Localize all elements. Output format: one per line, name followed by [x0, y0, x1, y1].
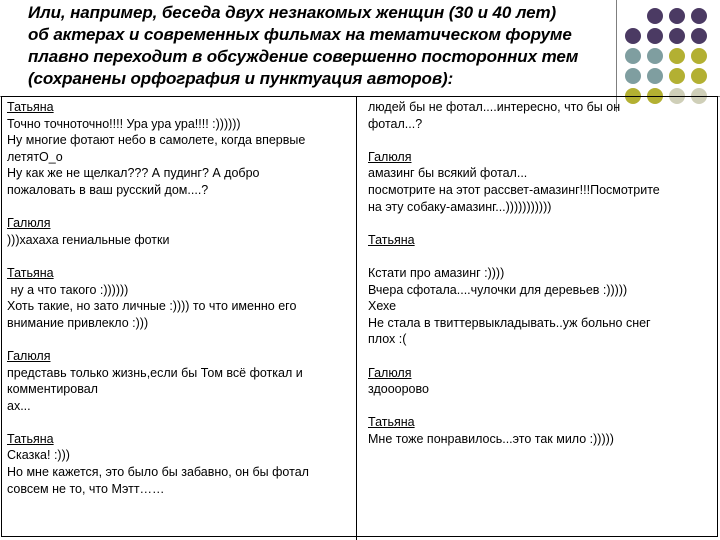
message-block: [7, 215, 351, 248]
message-block: [368, 365, 710, 398]
decorative-dot: [691, 68, 707, 84]
message-block: [7, 431, 351, 497]
title-line: (сохранены орфография и пунктуация авторов):: [28, 69, 454, 88]
message-block: [7, 99, 351, 199]
message-line: людей бы не фотал....интересно, что бы он: [368, 100, 621, 114]
message-line: пожаловать в ваш русский дом....?: [7, 182, 209, 197]
decorative-dot: [625, 68, 641, 84]
right-column: [368, 99, 710, 464]
message-block: [7, 265, 351, 331]
message-line: представь только жизнь,если бы Том всё фоткал и: [7, 365, 303, 380]
message-line: совсем не то, что Мэтт……: [7, 481, 165, 496]
message-line: летятO_o: [7, 149, 63, 164]
decorative-dot: [647, 28, 663, 44]
left-column: [7, 99, 351, 514]
message-line: ах...: [7, 398, 31, 413]
message-block: [7, 348, 351, 414]
decorative-dot: [625, 48, 641, 64]
message-line: Сказка! :))): [7, 448, 70, 463]
message-author: Галюля: [368, 365, 412, 380]
message-line: )))хахаха гениальные фотки: [7, 232, 170, 247]
decorative-dot: [669, 68, 685, 84]
message-line: Кстати про амазинг :)))): [368, 265, 505, 280]
column-divider: [356, 96, 357, 540]
message-author: Татьяна: [7, 265, 54, 280]
message-line: амазинг бы всякий фотал...: [368, 166, 528, 181]
message-block: [368, 414, 710, 447]
message-line: Хехе: [368, 299, 397, 314]
message-line: здооорово: [368, 382, 429, 397]
message-line: комментировал: [7, 382, 98, 397]
message-author: Татьяна: [368, 232, 415, 247]
message-line: посмотрите на этот рассвет-амазинг!!!Посмотрите: [368, 182, 660, 197]
message-block: [368, 265, 710, 348]
message-author: Татьяна: [7, 431, 54, 446]
message-line: Мне тоже понравилось...это так мило :))))): [368, 431, 614, 446]
message-author: Галюля: [368, 149, 412, 164]
message-line: Вчера сфотала....чулочки для деревьев :))))): [368, 282, 628, 297]
decorative-dot: [691, 8, 707, 24]
message-author: Татьяна: [368, 415, 415, 430]
decorative-dot: [691, 48, 707, 64]
decorative-dot: [669, 8, 685, 24]
message-line: плох :(: [368, 332, 407, 347]
message-line: Точно точноточно!!!! Ура ура ура!!!! :)))))): [7, 116, 241, 131]
decorative-dot: [647, 48, 663, 64]
message-block: [368, 99, 710, 132]
decorative-dot: [669, 28, 685, 44]
message-block: [368, 149, 710, 215]
message-line: Ну многие фотают небо в самолете, когда впервые: [7, 133, 306, 148]
message-line: ну а что такого :)))))): [7, 282, 129, 297]
title-line: плавно переходит в обсуждение совершенно посторонних тем: [28, 47, 579, 66]
message-line: фотал...?: [368, 116, 423, 131]
decorative-dot: [625, 28, 641, 44]
title-line: Или, например, беседа двух незнакомых женщин (30 и 40 лет): [28, 3, 557, 22]
decorative-dot: [647, 68, 663, 84]
decorative-dot: [669, 48, 685, 64]
message-line: Но мне кажется, это было бы забавно, он бы фотал: [7, 465, 309, 480]
message-author: Галюля: [7, 216, 51, 231]
title-line: об актерах и современных фильмах на тематическом форуме: [28, 25, 572, 44]
message-line: Не стала в твиттервыкладывать..уж больно снег: [368, 315, 651, 330]
message-block: [368, 232, 710, 249]
message-line: на эту собаку-амазинг...))))))))))): [368, 199, 552, 214]
decorative-dot: [691, 28, 707, 44]
slide-title: [28, 2, 618, 90]
message-author: Галюля: [7, 348, 51, 363]
message-line: Ну как же не щелкал??? А пудинг? А добро: [7, 166, 260, 181]
message-line: внимание привлекло :))): [7, 315, 149, 330]
message-line: Хоть такие, но зато личные :)))) то что именно его: [7, 299, 297, 314]
message-author: Татьяна: [7, 100, 54, 114]
decorative-dot: [647, 8, 663, 24]
